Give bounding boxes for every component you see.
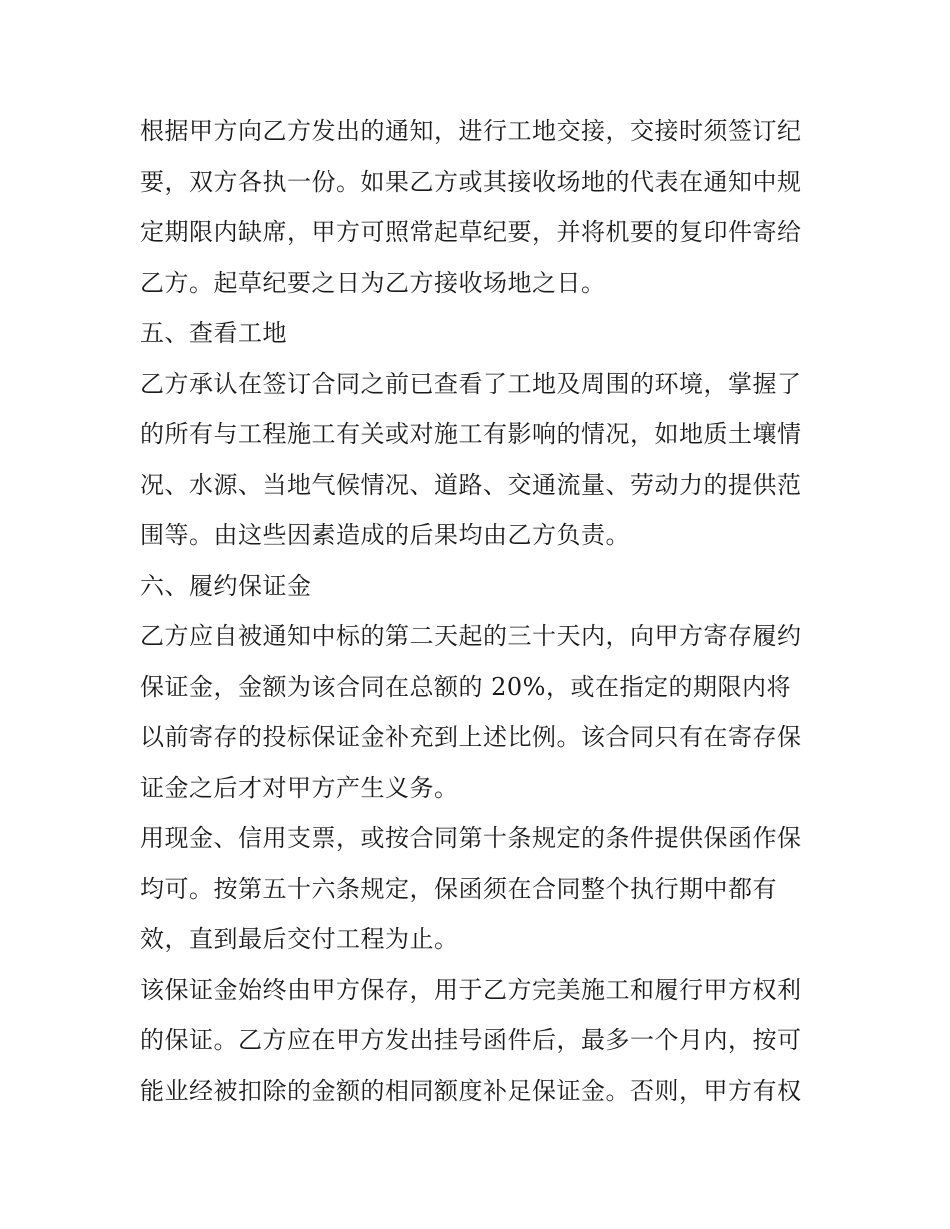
text-line: 乙方。起草纪要之日为乙方接收场地之日。 bbox=[140, 268, 606, 297]
document-body bbox=[140, 106, 820, 1116]
text-line: 的所有与工程施工有关或对施工有影响的情况，如地质土壤情 bbox=[140, 420, 802, 448]
text-line: 根据甲方向乙方发出的通知，进行工地交接，交接时须签订纪 bbox=[140, 117, 802, 145]
text-line: 况、水源、当地气候情况、道路、交通流量、劳动力的提供范 bbox=[140, 470, 802, 499]
text-line: 用现金、信用支票，或按合同第十条规定的条件提供保函作保 bbox=[140, 824, 802, 852]
text-line: 乙方承认在签订合同之前已查看了工地及周围的环境，掌握了 bbox=[140, 369, 802, 398]
text-line: 均可。按第五十六条规定，保函须在合同整个执行期中都有 bbox=[140, 874, 777, 903]
text-line: 能业经被扣除的金额的相同额度补足保证金。否则，甲方有权 bbox=[140, 1076, 802, 1105]
text-line: 围等。由这些因素造成的后果均由乙方负责。 bbox=[140, 521, 630, 549]
section-heading: 六、履约保证金 bbox=[140, 571, 312, 600]
text-line: 证金之后才对甲方产生义务。 bbox=[140, 773, 459, 802]
text-line: 该保证金始终由甲方保存，用于乙方完美施工和履行甲方权利 bbox=[140, 975, 802, 1004]
text-line: 保证金，金额为该合同在总额的 20%，或在指定的期限内将 bbox=[140, 672, 791, 701]
text-line: 的保证。乙方应在甲方发出挂号函件后，最多一个月内，按可 bbox=[140, 1026, 802, 1054]
section-heading: 五、查看工地 bbox=[140, 319, 287, 347]
text-line: 乙方应自被通知中标的第二天起的三十天内，向甲方寄存履约 bbox=[140, 622, 802, 650]
text-line: 要，双方各执一份。如果乙方或其接收场地的代表在通知中规 bbox=[140, 167, 802, 196]
text-line: 以前寄存的投标保证金补充到上述比例。该合同只有在寄存保 bbox=[140, 723, 802, 751]
text-line: 效，直到最后交付工程为止。 bbox=[140, 925, 459, 953]
text-line: 定期限内缺席，甲方可照常起草纪要，并将机要的复印件寄给 bbox=[140, 218, 802, 246]
